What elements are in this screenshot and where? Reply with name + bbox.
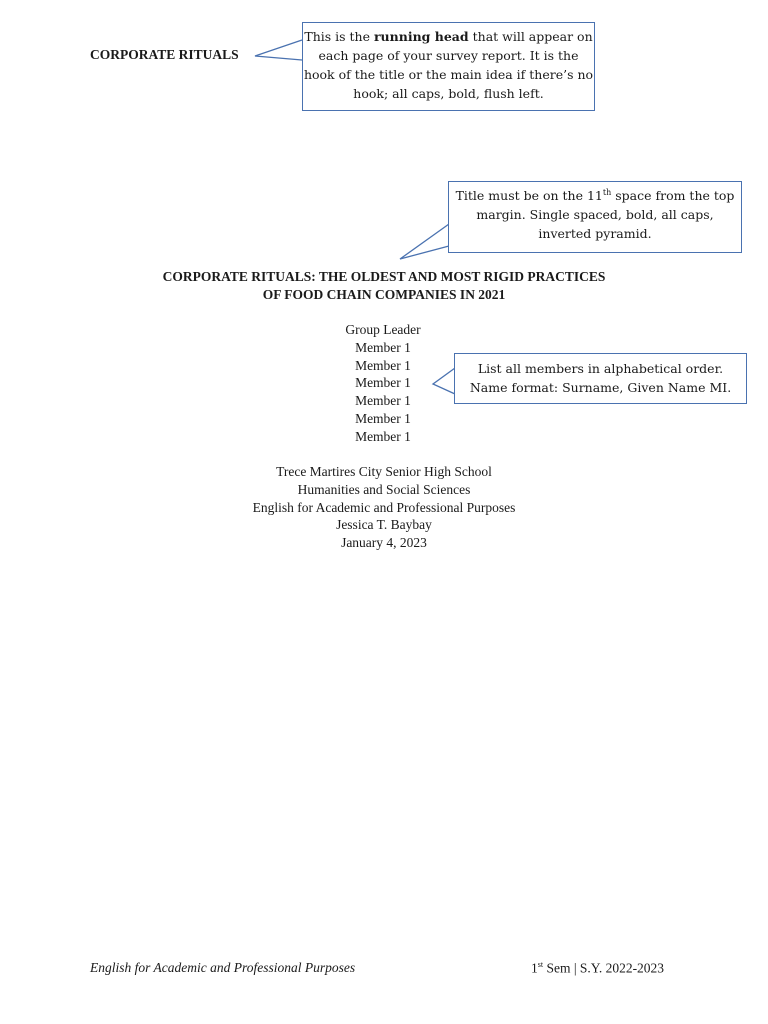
callout-superscript: th (602, 187, 612, 197)
callout-text: that will appear on each page of your survey report. It is the hook of the title or the main idea if there’s no hook; all caps, bold, flush left. (303, 29, 594, 101)
title-line: CORPORATE RITUALS: THE OLDEST AND MOST RIGID PRACTICES (162, 269, 606, 284)
member-name: Member 1 (355, 393, 411, 409)
callout-line: List all members in alphabetical order. (477, 361, 724, 376)
member-name: Member 1 (355, 375, 411, 391)
callout-text: This is the (304, 29, 374, 44)
member-name: Member 1 (355, 357, 411, 373)
teacher-name: Jessica T. Baybay (336, 517, 432, 533)
callout-text: space from the top margin. Single spaced, bold, all caps, inverted pyramid. (476, 188, 735, 241)
title-callout (448, 181, 742, 253)
group-leader: Group Leader (345, 322, 421, 337)
subject-name: English for Academic and Professional Purposes (252, 499, 516, 515)
callout-line: Name format: Surname, Given Name MI. (469, 380, 732, 395)
title-line: OF FOOD CHAIN COMPANIES IN 2021 (262, 287, 506, 302)
school-name: Trece Martires City Senior High School (276, 464, 492, 479)
callout-text: Title must be on the 11 (455, 188, 603, 203)
running-head-callout (302, 22, 595, 111)
footer-semester (531, 960, 664, 977)
members-callout (454, 353, 747, 404)
semester-suffix: st (537, 960, 544, 969)
report-date: January 4, 2023 (341, 535, 427, 551)
strand-name: Humanities and Social Sciences (297, 481, 471, 497)
callout-bold-text: running head (373, 29, 469, 44)
member-list (283, 321, 483, 446)
school-year: Sem | S.Y. 2022-2023 (543, 960, 665, 976)
member-name: Member 1 (355, 428, 411, 444)
school-info (0, 463, 768, 552)
member-name: Member 1 (355, 339, 411, 355)
semester-number: 1 (531, 960, 538, 976)
member-name: Member 1 (355, 410, 411, 426)
document-title (0, 268, 768, 304)
footer-subject: English for Academic and Professional Purposes (90, 960, 356, 975)
running-head: CORPORATE RITUALS (90, 47, 239, 62)
